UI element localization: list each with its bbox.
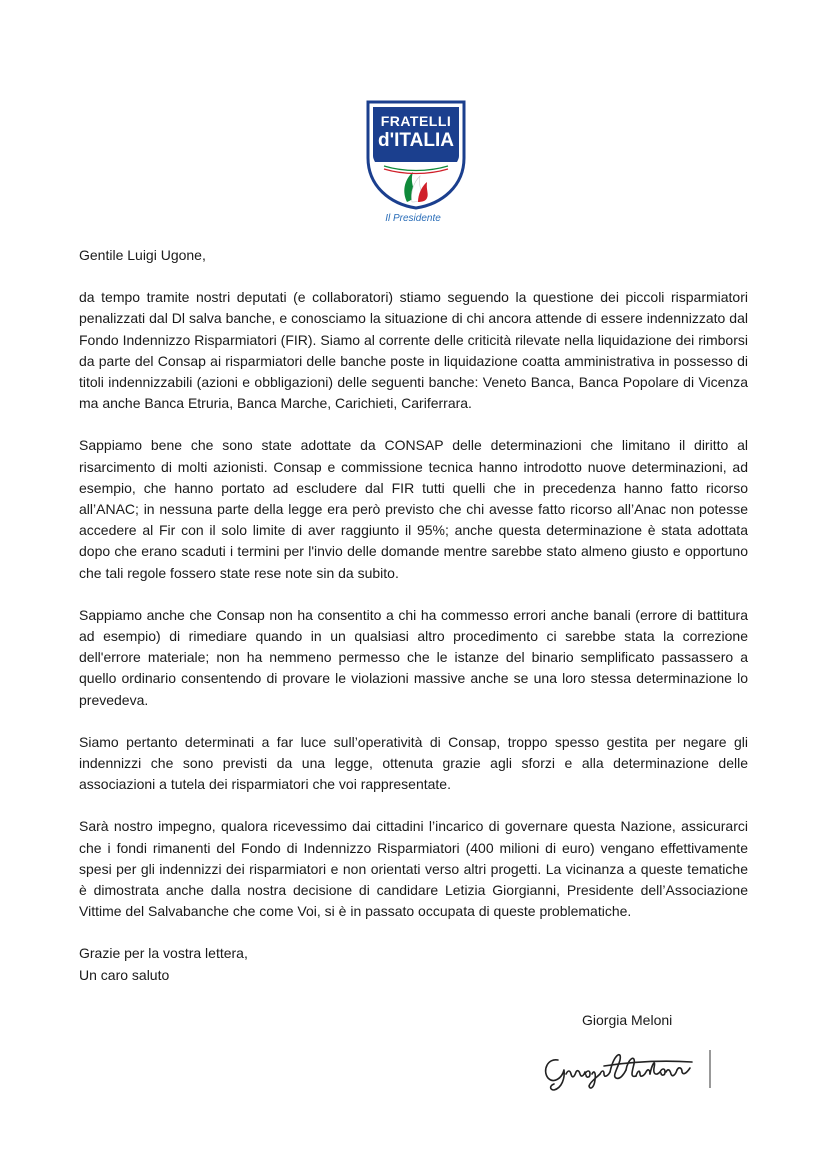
logo-line-1: FRATELLI (380, 113, 452, 129)
paragraph-3: Sappiamo anche che Consap non ha consentito a chi ha commesso errori anche banali (errore di battitura ad esempio) di rimediare quando in un qualsiasi altro procedimento ci sarebbe stata la correzione dell'errore materiale; non ha nemmeno permesso che le istanze del binario semplificato passassero a quello ordinario consentendo di provare le violazioni massive anche se una loro stessa determinazione lo prevedeva. (79, 606, 748, 708)
party-logo (364, 96, 468, 210)
paragraph-4: Siamo pertanto determinati a far luce sull’operatività di Consap, troppo spesso gestita per negare gli indennizzi che sono previsti da una legge, ottenuta grazie agli sforzi e alla determinazione delle associazioni a tutela dei risparmiatori che voi rappresentate. (79, 733, 748, 793)
salutation: Gentile Luigi Ugone, (79, 247, 206, 263)
signatory-name: Giorgia Meloni (582, 1012, 673, 1028)
paragraph-5: Sarà nostro impegno, qualora ricevessimo dai cittadini l’incarico di governare questa Nazione, assicurarci che i fondi rimanenti del Fondo di Indennizzo Risparmiatori (400 milioni di euro) vengano effettivamente spesi per gli indennizzi dei risparmiatori e non orientati verso altri progetti. La vicinanza a queste tematiche è dimostrata anche dalla nostra decisione di candidare Letizia Giorgianni, Presidente dell’Associazione Vittime del Salvabanche che come Voi, si è in passato occupata di queste problematiche. (79, 818, 748, 920)
closing-line-1: Grazie per la vostra lettera, (79, 945, 248, 962)
closing-line-2: Un caro saluto (79, 966, 170, 983)
letterhead-subtitle: Il Presidente (385, 213, 441, 224)
letter-body (79, 245, 748, 986)
paragraph-1: da tempo tramite nostri deputati (e collaboratori) stiamo seguendo la questione dei piccoli risparmiatori penalizzati dal Dl salva banche, e conosciamo la situazione di chi ancora attende di essere indennizzato dal Fondo Indennizzo Risparmiatori (FIR). Siamo al corrente delle criticità rilevate nella liquidazione dei rimborsi da parte del Consap ai risparmiatori delle banche poste in liquidazione coatta amministrativa in possesso di titoli indennizzabili (azioni e obbligazioni) delle seguenti banche: Veneto Banca, Banca Popolare di Vicenza ma anche Banca Etruria, Banca Marche, Carichieti, Cariferrara. (79, 289, 748, 412)
handwritten-signature-icon (540, 1044, 720, 1094)
logo-text (364, 114, 468, 150)
paragraph-2: Sappiamo bene che sono state adottate da CONSAP delle determinazioni che limitano il diritto al risarcimento di molti azionisti. Consap e commissione tecnica hanno introdotto nuove determinazioni, ad esempio, che hanno portato ad escludere dal FIR tutti quelli che in precedenza hanno fatto ricorso all’ANAC; in nessuna parte della legge era però previsto che chi avesse fatto ricorso all’Anac non potesse accedere al Fir con il solo limite di aver raggiunto il 95%; anche questa determinazione è stata adottata dopo che erano scaduti i termini per l'invio delle domande mentre sarebbe stato almeno giusto e opportuno che tali regole fossero state rese note sin da subito. (79, 437, 748, 581)
logo-line-2: d'ITALIA (378, 130, 454, 151)
closing (79, 943, 748, 985)
